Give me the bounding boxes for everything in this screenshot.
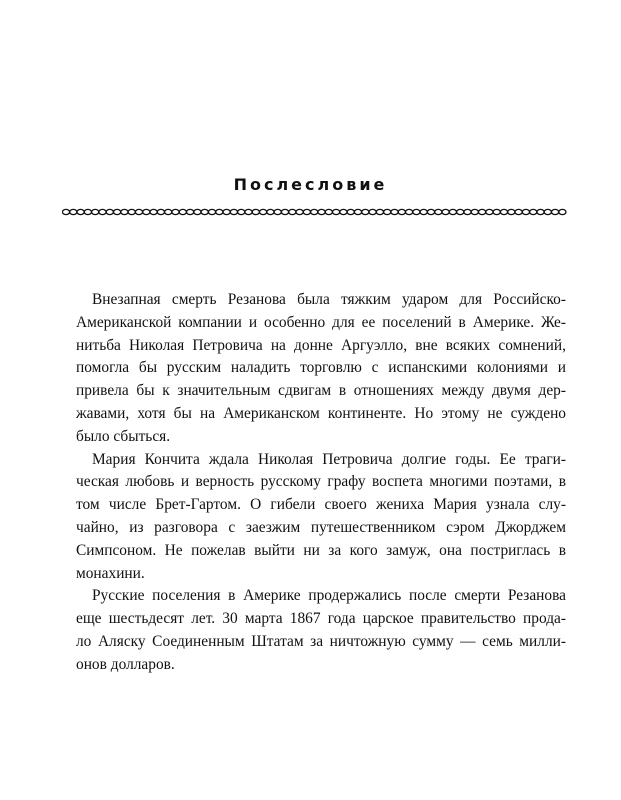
chain-link: [216, 209, 223, 214]
chain-link: [552, 209, 559, 214]
chain-link: [230, 209, 237, 214]
text-line: привела бы к значительным сдвигам в отношениях между двумя дер-: [76, 382, 566, 400]
chain-link: [537, 209, 544, 214]
chain-link: [427, 209, 434, 214]
chain-link: [238, 209, 245, 214]
chain-link: [311, 209, 318, 214]
chain-link: [354, 209, 361, 214]
chain-link: [267, 209, 274, 214]
chain-link: [347, 209, 354, 214]
chain-link: [77, 209, 84, 214]
chain-link: [522, 209, 529, 214]
text-line: Мария Кончита ждала Николая Петровича долгие годы. Ее траги-: [92, 450, 566, 468]
paragraph: [76, 449, 566, 586]
text-line: было сбыться.: [76, 427, 171, 445]
chain-link: [128, 209, 135, 214]
chain-link: [201, 209, 208, 214]
chain-link: [260, 209, 267, 214]
chain-link: [413, 209, 420, 214]
chain-link: [143, 209, 150, 214]
chain-ornament-divider: [62, 207, 570, 217]
chain-link: [303, 209, 310, 214]
chain-link: [442, 209, 449, 214]
chain-link: [150, 209, 157, 214]
chain-link: [135, 209, 142, 214]
chain-link: [384, 209, 391, 214]
text-line: Русские поселения в Америке продержались после смерти Резанова: [92, 587, 566, 605]
chain-link: [471, 209, 478, 214]
text-line: жавами, хотя бы на Американском континенте. Но этому не суждено: [76, 404, 566, 422]
chain-link: [406, 209, 413, 214]
chain-link: [274, 209, 281, 214]
chain-link: [114, 209, 121, 214]
chain-link: [391, 209, 398, 214]
chain-link: [157, 209, 164, 214]
chain-link: [296, 209, 303, 214]
text-line: Симпсоном. Не пожелав выйти ни за кого замуж, она постриглась в: [76, 541, 566, 559]
text-line: Американской компании и особенно для ее поселений в Америке. Же-: [76, 313, 566, 331]
chain-link: [106, 209, 113, 214]
chain-link: [92, 209, 99, 214]
chain-link: [449, 209, 456, 214]
paragraph: [76, 289, 566, 449]
chain-link: [245, 209, 252, 214]
chain-link: [464, 209, 471, 214]
chain-link: [435, 209, 442, 214]
chain-link: [333, 209, 340, 214]
text-line: монахини.: [76, 564, 145, 582]
chain-link: [70, 209, 77, 214]
chain-link: [530, 209, 537, 214]
paragraph: [76, 585, 566, 676]
text-line: ческая любовь и верность русскому графу воспета многими поэтами, в: [76, 473, 566, 491]
chain-link: [398, 209, 405, 214]
chain-link: [457, 209, 464, 214]
text-line: онов долларов.: [76, 655, 175, 673]
text-line: чайно, из разговора с заезжим путешественником сэром Джорджем: [76, 518, 566, 536]
chain-link: [362, 209, 369, 214]
text-line: помогла бы русским наладить торговлю с испанскими колониями и: [76, 359, 566, 377]
chain-link: [479, 209, 486, 214]
chain-link: [325, 209, 332, 214]
body-text: [76, 289, 566, 677]
chain-link: [544, 209, 551, 214]
chain-link: [559, 209, 566, 214]
chain-link: [508, 209, 515, 214]
text-line: еще шестьдесят лет. 30 марта 1867 года царское правительство прода-: [76, 610, 566, 628]
chain-link: [99, 209, 106, 214]
chain-link: [289, 209, 296, 214]
chain-link: [486, 209, 493, 214]
chain-link: [318, 209, 325, 214]
chain-link: [515, 209, 522, 214]
chain-link: [252, 209, 259, 214]
chain-link: [165, 209, 172, 214]
page-title: Послесловие: [233, 175, 388, 194]
chain-link: [369, 209, 376, 214]
chain-link: [340, 209, 347, 214]
text-line: нитьба Николая Петровича на донне Аргуэлло, вне всяких сомнений,: [76, 336, 566, 354]
chain-link: [187, 209, 194, 214]
chain-link: [179, 209, 186, 214]
text-line: Внезапная смерть Резанова была тяжким ударом для Российско-: [92, 291, 566, 308]
chain-link: [500, 209, 507, 214]
chain-link: [376, 209, 383, 214]
chain-link: [208, 209, 215, 214]
chain-link: [62, 209, 69, 214]
chain-link: [121, 209, 128, 214]
text-line: ло Аляску Соединенным Штатам за ничтожную сумму — семь милли-: [76, 632, 566, 650]
chain-link: [493, 209, 500, 214]
chain-link: [194, 209, 201, 214]
text-line: том числе Брет-Гартом. О гибели своего жениха Мария узнала слу-: [76, 496, 566, 514]
chain-link: [223, 209, 230, 214]
chain-link: [420, 209, 427, 214]
chain-link: [172, 209, 179, 214]
chain-link: [84, 209, 91, 214]
chain-link: [281, 209, 288, 214]
